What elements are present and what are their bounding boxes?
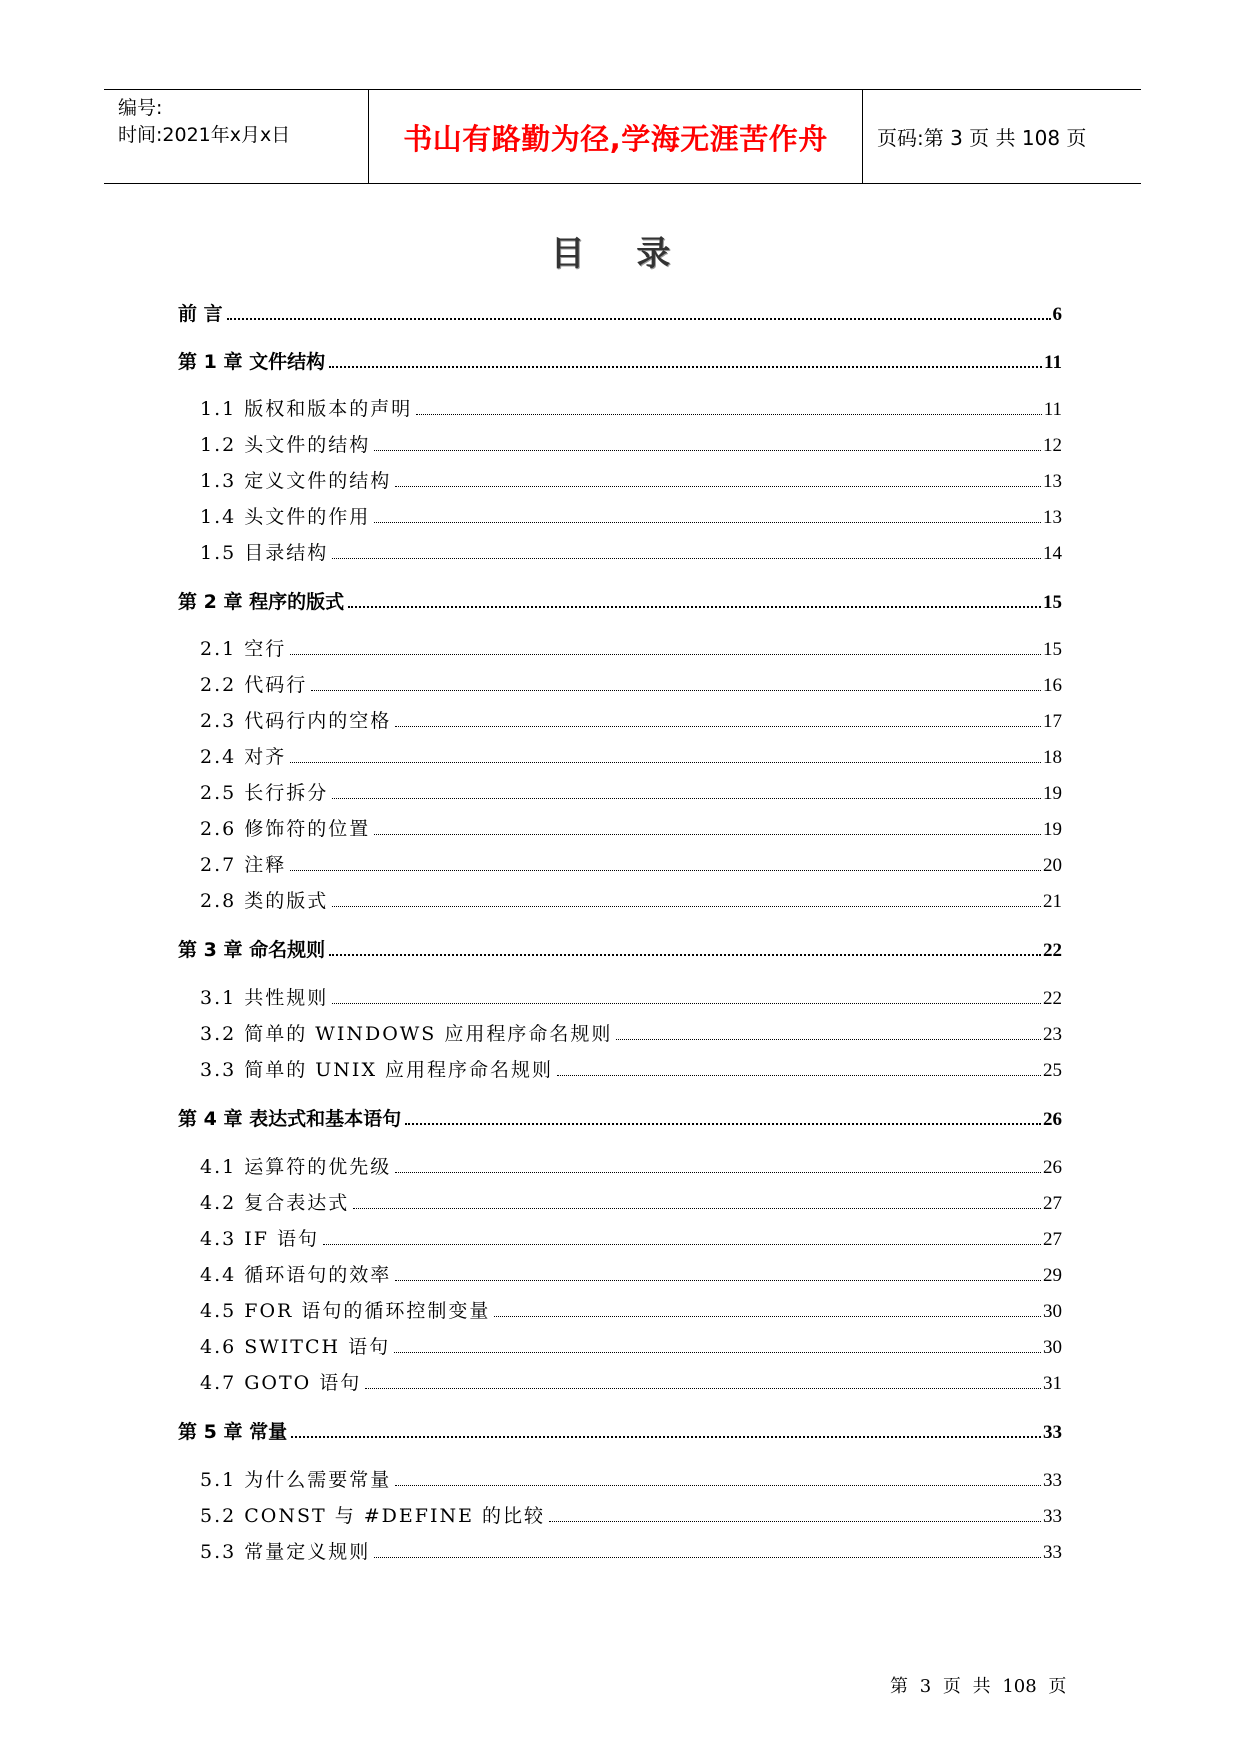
toc-section-entry[interactable] [178, 1224, 1062, 1252]
toc-entry-label: 4.2 复合表达式 [200, 1192, 350, 1214]
page-code: 页码:第 3 页 共 108 页 [877, 126, 1087, 150]
toc-entry-label: 2.8 类的版式 [200, 890, 329, 912]
toc-entry-label: 第 2 章 程序的版式 [178, 591, 345, 613]
toc-entry-label: 4.6 SWITCH 语句 [200, 1336, 391, 1358]
toc-dot-leader [416, 414, 1041, 415]
toc-section-entry[interactable] [178, 1019, 1062, 1047]
toc-entry-page: 26 [1043, 1109, 1062, 1130]
toc-section-entry[interactable] [178, 778, 1062, 806]
toc-entry-label: 5.1 为什么需要常量 [200, 1469, 392, 1491]
toc-entry-label: 第 1 章 文件结构 [178, 351, 326, 373]
toc-chapter-entry[interactable] [178, 1417, 1062, 1445]
toc-dot-leader [494, 1316, 1041, 1317]
toc-entry-label: 4.5 FOR 语句的循环控制变量 [200, 1300, 491, 1322]
toc-section-entry[interactable] [178, 1368, 1062, 1396]
toc-dot-leader [291, 1436, 1041, 1438]
motto-text: 书山有路勤为径,学海无涯苦作舟 [403, 122, 828, 156]
toc-section-entry[interactable] [178, 634, 1062, 662]
toc-entry-page: 26 [1043, 1157, 1062, 1178]
toc-entry-label: 5.3 常量定义规则 [200, 1541, 371, 1563]
serial-number-label: 编号: [118, 97, 163, 119]
toc-section-entry[interactable] [178, 1537, 1062, 1565]
toc-entry-label: 2.7 注释 [200, 854, 287, 876]
toc-entry-page: 13 [1043, 471, 1062, 492]
toc-dot-leader [394, 1352, 1041, 1353]
toc-dot-leader [395, 1172, 1041, 1173]
toc-entry-label: 前 言 [178, 303, 223, 325]
toc-section-entry[interactable] [178, 1055, 1062, 1083]
toc-entry-page: 27 [1043, 1229, 1062, 1250]
toc-dot-leader [395, 1485, 1041, 1486]
toc-entry-label: 第 5 章 常量 [178, 1421, 288, 1443]
toc-chapter-entry[interactable] [178, 1104, 1062, 1132]
toc-dot-leader [332, 798, 1041, 799]
toc-section-entry[interactable] [178, 886, 1062, 914]
toc-dot-leader [290, 870, 1041, 871]
toc-entry-page: 22 [1043, 988, 1062, 1009]
toc-entry-page: 11 [1044, 352, 1062, 373]
page-footer: 第 3 页 共 108 页 [890, 1676, 1067, 1697]
toc-entry-page: 13 [1043, 507, 1062, 528]
toc-entry-label: 1.5 目录结构 [200, 542, 329, 564]
toc-entry-label: 2.5 长行拆分 [200, 782, 329, 804]
toc-section-entry[interactable] [178, 1152, 1062, 1180]
toc-dot-leader [395, 1280, 1041, 1281]
toc-dot-leader [332, 1003, 1041, 1004]
toc-dot-leader [227, 318, 1051, 320]
toc-entry-label: 1.1 版权和版本的声明 [200, 398, 413, 420]
toc-dot-leader [374, 1557, 1041, 1558]
toc-entry-page: 27 [1043, 1193, 1062, 1214]
toc-entry-label: 1.4 头文件的作用 [200, 506, 371, 528]
toc-entry-label: 4.4 循环语句的效率 [200, 1264, 392, 1286]
toc-dot-leader [395, 486, 1041, 487]
toc-dot-leader [332, 558, 1041, 559]
toc-dot-leader [616, 1039, 1041, 1040]
toc-entry-page: 6 [1052, 304, 1062, 325]
toc-entry-label: 1.3 定义文件的结构 [200, 470, 392, 492]
toc-section-entry[interactable] [178, 1260, 1062, 1288]
toc-entry-page: 17 [1043, 711, 1062, 732]
toc-entry-page: 19 [1043, 783, 1062, 804]
toc-dot-leader [374, 450, 1041, 451]
toc-dot-leader [290, 654, 1041, 655]
toc-dot-leader [374, 834, 1041, 835]
toc-dot-leader [311, 690, 1041, 691]
toc-section-entry[interactable] [178, 983, 1062, 1011]
toc-dot-leader [557, 1075, 1041, 1076]
toc-section-entry[interactable] [178, 394, 1062, 422]
toc-entry-label: 2.2 代码行 [200, 674, 308, 696]
toc-entry-page: 18 [1043, 747, 1062, 768]
time-label: 时间:2021年x月x日 [118, 124, 291, 146]
toc-entry-page: 22 [1043, 940, 1062, 961]
toc-entry-label: 2.1 空行 [200, 638, 287, 660]
toc-entry-page: 31 [1043, 1373, 1062, 1394]
toc-dot-leader [348, 606, 1041, 608]
toc-section-entry[interactable] [178, 502, 1062, 530]
toc-dot-leader [329, 366, 1042, 368]
toc-section-entry[interactable] [178, 538, 1062, 566]
toc-entry-page: 15 [1043, 639, 1062, 660]
header-page-cell [863, 90, 1141, 183]
toc-entry-page: 33 [1043, 1422, 1062, 1443]
toc-entry-page: 30 [1043, 1337, 1062, 1358]
toc-entry-label: 4.1 运算符的优先级 [200, 1156, 392, 1178]
toc-dot-leader [365, 1388, 1041, 1389]
toc-entry-page: 20 [1043, 855, 1062, 876]
toc-entry-label: 2.4 对齐 [200, 746, 287, 768]
document-header [104, 89, 1141, 184]
toc-entry-label: 2.3 代码行内的空格 [200, 710, 392, 732]
toc-entry-page: 11 [1043, 399, 1062, 420]
toc-entry-label: 3.2 简单的 WINDOWS 应用程序命名规则 [200, 1023, 613, 1045]
toc-entry-page: 12 [1043, 435, 1062, 456]
toc-entry-label: 第 3 章 命名规则 [178, 939, 326, 961]
toc-chapter-entry[interactable] [178, 935, 1062, 963]
toc-dot-leader [395, 726, 1041, 727]
toc-dot-leader [374, 522, 1041, 523]
header-motto-cell [369, 90, 863, 183]
toc-section-entry[interactable] [178, 1332, 1062, 1360]
toc-chapter-entry[interactable] [178, 299, 1062, 327]
toc-section-entry[interactable] [178, 814, 1062, 842]
toc-dot-leader [323, 1244, 1041, 1245]
header-meta-cell [104, 90, 369, 183]
toc-entry-page: 21 [1043, 891, 1062, 912]
toc-entry-page: 23 [1043, 1024, 1062, 1045]
toc-section-entry[interactable] [178, 1296, 1062, 1324]
toc-entry-page: 15 [1043, 592, 1062, 613]
toc-entry-label: 3.1 共性规则 [200, 987, 329, 1009]
toc-dot-leader [290, 762, 1041, 763]
toc-entry-label: 4.3 IF 语句 [200, 1228, 319, 1250]
toc-section-entry[interactable] [178, 1188, 1062, 1216]
toc-entry-label: 4.7 GOTO 语句 [200, 1372, 362, 1394]
toc-section-entry[interactable] [178, 1501, 1062, 1529]
toc-entry-page: 19 [1043, 819, 1062, 840]
toc-entry-label: 1.2 头文件的结构 [200, 434, 371, 456]
toc-entry-page: 25 [1043, 1060, 1062, 1081]
toc-section-entry[interactable] [178, 742, 1062, 770]
toc-section-entry[interactable] [178, 466, 1062, 494]
toc-entry-page: 16 [1043, 675, 1062, 696]
toc-dot-leader [329, 954, 1041, 956]
toc-chapter-entry[interactable] [178, 347, 1062, 375]
toc-entry-page: 33 [1043, 1542, 1062, 1563]
toc-title: 目 录 [550, 234, 691, 274]
toc-entry-label: 第 4 章 表达式和基本语句 [178, 1108, 402, 1130]
toc-entry-label: 2.6 修饰符的位置 [200, 818, 371, 840]
toc-dot-leader [332, 906, 1041, 907]
toc-chapter-entry[interactable] [178, 587, 1062, 615]
toc-dot-leader [549, 1521, 1041, 1522]
toc-entry-page: 33 [1043, 1506, 1062, 1527]
toc-section-entry[interactable] [178, 850, 1062, 878]
toc-dot-leader [353, 1208, 1041, 1209]
toc-section-entry[interactable] [178, 670, 1062, 698]
toc-dot-leader [405, 1123, 1041, 1125]
toc-section-entry[interactable] [178, 1465, 1062, 1493]
toc-entry-page: 14 [1043, 543, 1062, 564]
toc-entry-label: 3.3 简单的 UNIX 应用程序命名规则 [200, 1059, 554, 1081]
toc-section-entry[interactable] [178, 430, 1062, 458]
toc-entry-page: 30 [1043, 1301, 1062, 1322]
toc-section-entry[interactable] [178, 706, 1062, 734]
toc-entry-page: 29 [1043, 1265, 1062, 1286]
toc-entry-page: 33 [1043, 1470, 1062, 1491]
toc-entry-label: 5.2 CONST 与 #DEFINE 的比较 [200, 1505, 546, 1527]
